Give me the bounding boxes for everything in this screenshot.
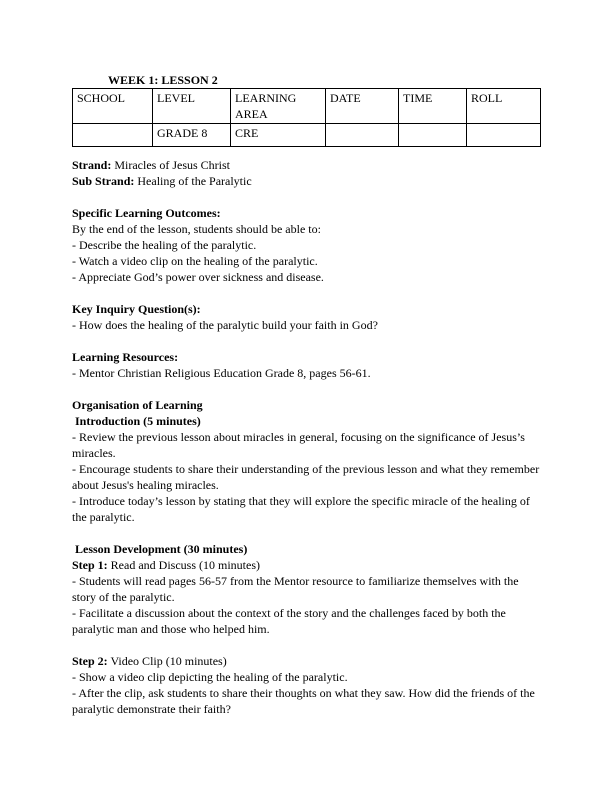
document-body xyxy=(72,157,540,717)
text-line xyxy=(72,413,540,429)
text-run: - Watch a video clip on the healing of the paralytic. xyxy=(72,254,318,268)
text-run: - After the clip, ask students to share their thoughts on what they saw. How did the friends of the xyxy=(72,686,535,700)
bold-label: Sub Strand: xyxy=(72,174,135,188)
bold-label: Learning Resources: xyxy=(72,350,179,364)
text-run: Read and Discuss (10 minutes) xyxy=(107,558,260,572)
text-line xyxy=(72,461,540,477)
text-line xyxy=(72,365,540,381)
paragraph-block xyxy=(72,397,540,525)
text-line xyxy=(72,669,540,685)
text-line xyxy=(72,509,540,525)
text-line xyxy=(72,349,540,365)
table-header-cell: DATE xyxy=(326,89,399,124)
table-cell xyxy=(467,124,541,147)
text-line xyxy=(72,605,540,621)
text-line xyxy=(72,253,540,269)
text-line xyxy=(72,493,540,509)
text-run: the paralytic. xyxy=(72,510,135,524)
text-line xyxy=(72,445,540,461)
lesson-info-table xyxy=(72,88,541,147)
text-line xyxy=(72,653,540,669)
text-run: - Encourage students to share their understanding of the previous lesson and what they remember xyxy=(72,462,540,476)
bold-label: Introduction (5 minutes) xyxy=(72,414,201,428)
table-cell xyxy=(399,124,467,147)
table-header-cell: ROLL xyxy=(467,89,541,124)
page-title: WEEK 1: LESSON 2 xyxy=(108,73,218,87)
text-run: - Students will read pages 56-57 from the Mentor resource to familiarize themselves with the xyxy=(72,574,519,588)
table-header-cell: SCHOOL xyxy=(73,89,153,124)
text-line xyxy=(72,237,540,253)
text-run: - Mentor Christian Religious Education Grade 8, pages 56-61. xyxy=(72,366,371,380)
text-run: paralytic man and those who helped him. xyxy=(72,622,270,636)
bold-label: Step 1: xyxy=(72,558,108,572)
text-run: - Show a video clip depicting the healing of the paralytic. xyxy=(72,670,348,684)
table-header-cell: LEARNING AREA xyxy=(231,89,326,124)
text-run: - Facilitate a discussion about the context of the story and the challenges faced by both the xyxy=(72,606,506,620)
text-line xyxy=(72,301,540,317)
table-header-row xyxy=(73,89,541,124)
text-run: By the end of the lesson, students should be able to: xyxy=(72,222,321,236)
text-run: - How does the healing of the paralytic build your faith in God? xyxy=(72,318,378,332)
text-line xyxy=(72,573,540,589)
text-run: - Review the previous lesson about miracles in general, focusing on the significance of Jesus’s xyxy=(72,430,525,444)
text-run: story of the paralytic. xyxy=(72,590,175,604)
table-cell xyxy=(326,124,399,147)
bold-label: Strand: xyxy=(72,158,112,172)
table-header-cell: TIME xyxy=(399,89,467,124)
text-line xyxy=(72,157,540,173)
table-cell: CRE xyxy=(231,124,326,147)
text-line xyxy=(72,621,540,637)
bold-label: Lesson Development (30 minutes) xyxy=(72,542,248,556)
bold-label: Specific Learning Outcomes: xyxy=(72,206,221,220)
text-line xyxy=(72,397,540,413)
paragraph-block xyxy=(72,541,540,637)
table-header-cell: LEVEL xyxy=(153,89,231,124)
text-line xyxy=(72,541,540,557)
text-run: - Describe the healing of the paralytic. xyxy=(72,238,257,252)
text-run: paralytic demonstrate their faith? xyxy=(72,702,231,716)
text-line xyxy=(72,269,540,285)
table-cell xyxy=(73,124,153,147)
text-run: Healing of the Paralytic xyxy=(134,174,252,188)
text-line xyxy=(72,685,540,701)
text-line xyxy=(72,557,540,573)
table-body xyxy=(73,124,541,147)
table-row xyxy=(73,124,541,147)
bold-label: Step 2: xyxy=(72,654,108,668)
text-line xyxy=(72,221,540,237)
text-line xyxy=(72,477,540,493)
text-run: - Introduce today’s lesson by stating that they will explore the specific miracle of the healing of xyxy=(72,494,530,508)
text-line xyxy=(72,701,540,717)
paragraph-block xyxy=(72,205,540,285)
text-run: about Jesus's healing miracles. xyxy=(72,478,219,492)
table-cell: GRADE 8 xyxy=(153,124,231,147)
bold-label: Key Inquiry Question(s): xyxy=(72,302,201,316)
text-line xyxy=(72,429,540,445)
text-run: Miracles of Jesus Christ xyxy=(111,158,230,172)
bold-label: Organisation of Learning xyxy=(72,398,203,412)
text-run: miracles. xyxy=(72,446,116,460)
text-run: Video Clip (10 minutes) xyxy=(107,654,227,668)
text-line xyxy=(72,205,540,221)
paragraph-block xyxy=(72,653,540,717)
paragraph-block xyxy=(72,157,540,189)
text-line xyxy=(72,589,540,605)
text-line xyxy=(72,173,540,189)
paragraph-block xyxy=(72,301,540,333)
paragraph-block xyxy=(72,349,540,381)
text-line xyxy=(72,317,540,333)
text-run: - Appreciate God’s power over sickness and disease. xyxy=(72,270,324,284)
